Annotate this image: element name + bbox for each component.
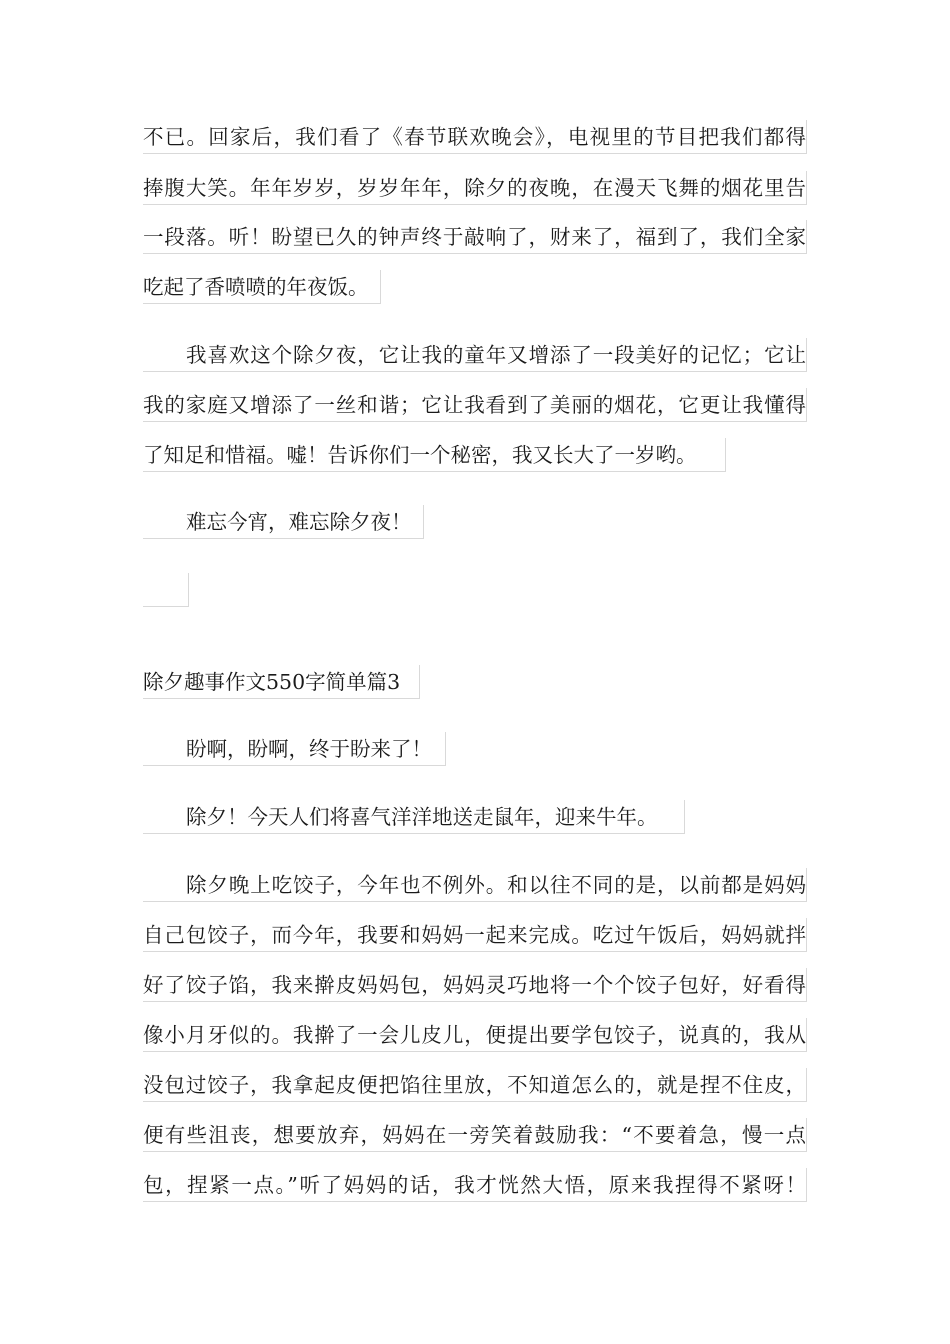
empty-line <box>143 573 189 607</box>
text-line: 一段落。听！盼望已久的钟声终于敲响了，财来了，福到了，我们全家 <box>143 220 807 254</box>
text-line: 我的家庭又增添了一丝和谐；它让我看到了美丽的烟花，它更让我懂得 <box>143 388 807 422</box>
text-line: 捧腹大笑。年年岁岁，岁岁年年，除夕的夜晚，在漫天飞舞的烟花里告 <box>143 171 807 205</box>
text-line: 便有些沮丧，想要放弃，妈妈在一旁笑着鼓励我：“不要着急，慢一点 <box>143 1118 807 1152</box>
text-line: 难忘今宵，难忘除夕夜！ <box>143 505 424 539</box>
text-line: 了知足和惜福。嘘！告诉你们一个秘密，我又长大了一岁哟。 <box>143 438 726 472</box>
text-line: 除夕！今天人们将喜气洋洋地送走鼠年，迎来牛年。 <box>143 800 685 834</box>
text-line: 除夕晚上吃饺子，今年也不例外。和以往不同的是，以前都是妈妈 <box>143 868 807 902</box>
text-line: 自己包饺子，而今年，我要和妈妈一起来完成。吃过午饭后，妈妈就拌 <box>143 918 807 952</box>
text-line: 我喜欢这个除夕夜，它让我的童年又增添了一段美好的记忆；它让 <box>143 338 807 372</box>
text-line: 像小月牙似的。我擀了一会儿皮儿，便提出要学包饺子，说真的，我从 <box>143 1018 807 1052</box>
text-line: 包，捏紧一点。”听了妈妈的话，我才恍然大悟，原来我捏得不紧呀！ <box>143 1168 807 1202</box>
text-line: 不已。回家后，我们看了《春节联欢晚会》，电视里的节目把我们都得 <box>143 120 807 154</box>
text-line: 盼啊，盼啊，终于盼来了！ <box>143 732 446 766</box>
section-title: 除夕趣事作文550字简单篇3 <box>143 665 420 699</box>
text-line: 没包过饺子，我拿起皮便把馅往里放，不知道怎么的，就是捏不住皮， <box>143 1068 807 1102</box>
text-line: 好了饺子馅，我来擀皮妈妈包，妈妈灵巧地将一个个饺子包好，好看得 <box>143 968 807 1002</box>
text-line: 吃起了香喷喷的年夜饭。 <box>143 270 381 304</box>
